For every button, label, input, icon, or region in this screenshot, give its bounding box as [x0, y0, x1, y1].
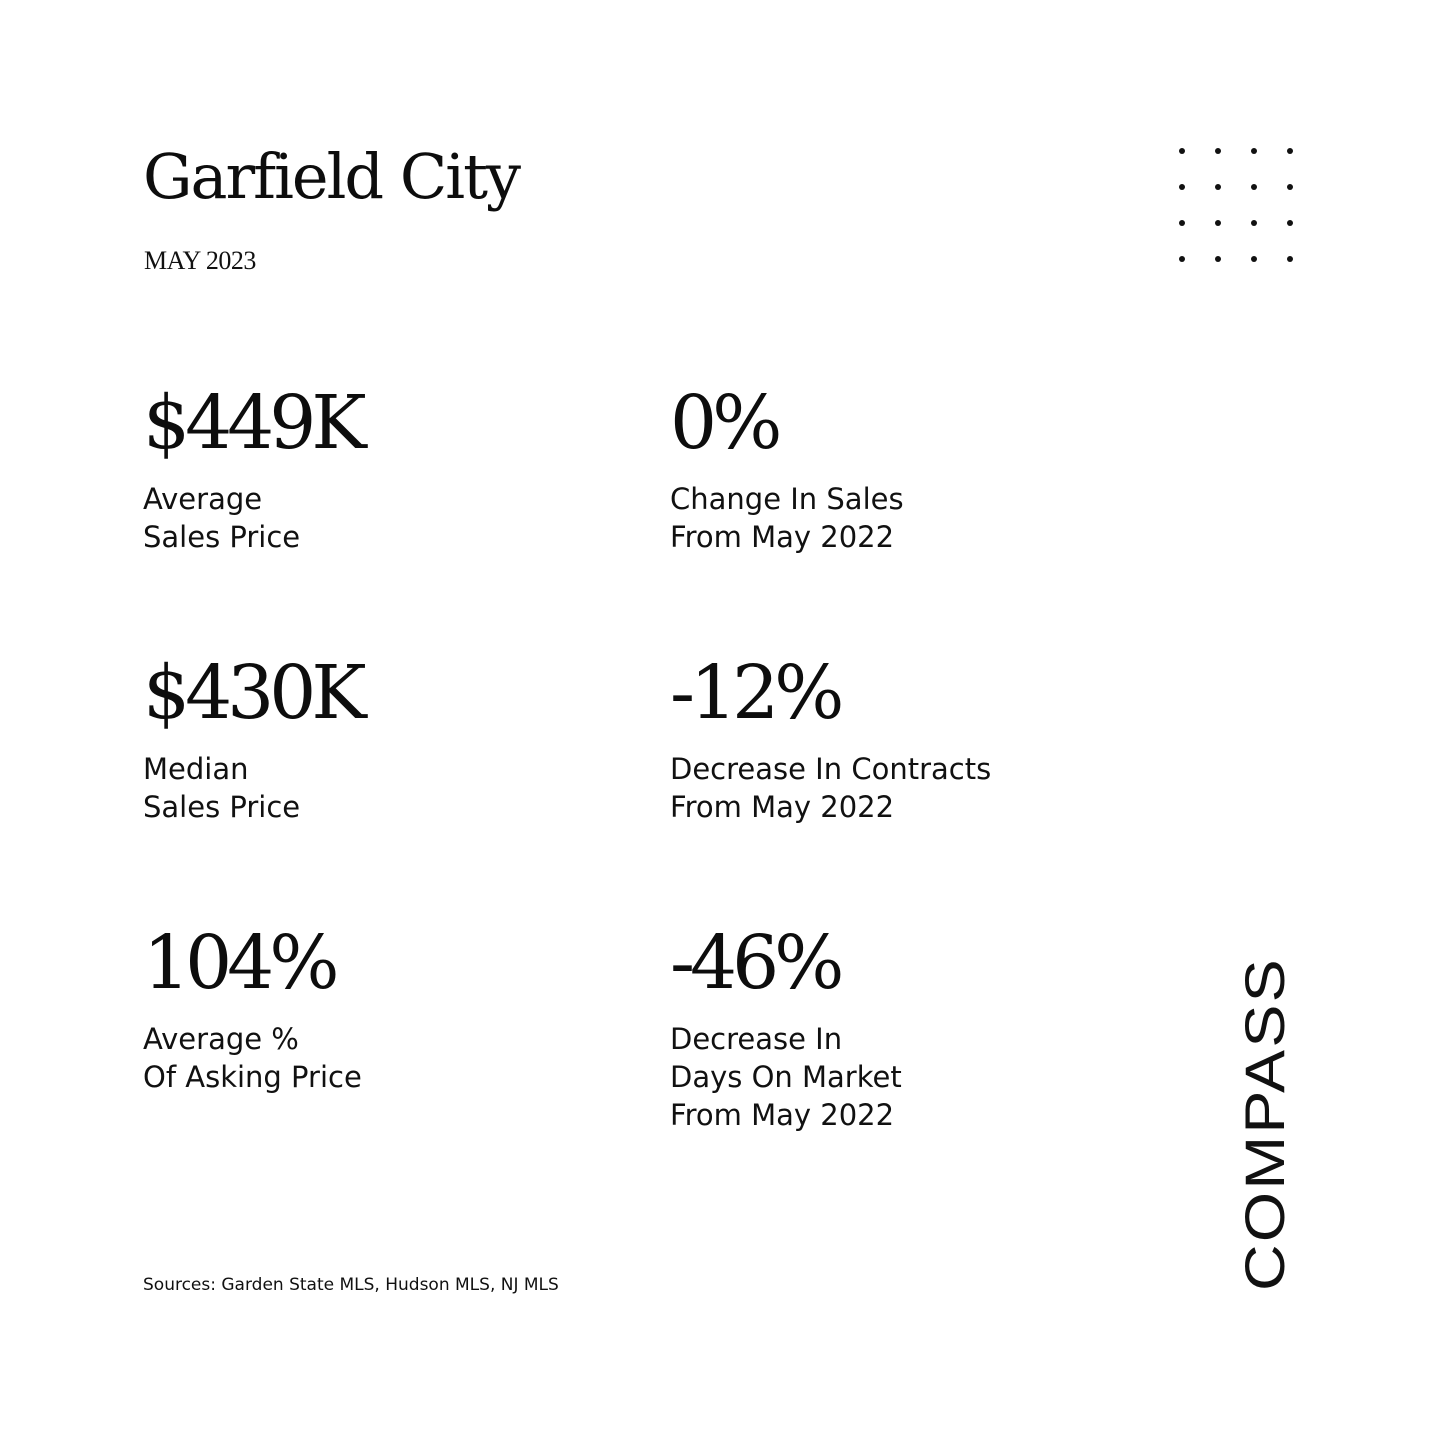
- stat-value: -46%: [670, 920, 840, 1006]
- stat-change-in-sales: [670, 380, 1110, 556]
- dot-grid-icon: [1176, 145, 1298, 267]
- stat-median-sales-price: [143, 650, 583, 826]
- stat-label: Change In Sales From May 2022: [670, 482, 904, 554]
- stat-value: $430K: [143, 650, 362, 736]
- stat-decrease-in-contracts: [670, 650, 1110, 826]
- compass-logo-text: COMPASS: [1233, 1001, 1296, 1291]
- stat-label: Median Sales Price: [143, 752, 301, 824]
- sources-note: Sources: Garden State MLS, Hudson MLS, NJ MLS: [143, 1275, 559, 1295]
- stat-value: -12%: [670, 650, 840, 736]
- stat-value: $449K: [143, 380, 362, 466]
- stat-label: Decrease In Days On Market From May 2022: [670, 1022, 902, 1132]
- stat-label: Average % Of Asking Price: [143, 1022, 362, 1094]
- compass-logo: [1233, 955, 1296, 1295]
- stat-decrease-in-days-on-market: [670, 920, 1110, 1134]
- stat-average-percent-of-asking: [143, 920, 583, 1096]
- page-title: Garfield City: [143, 140, 520, 213]
- stat-average-sales-price: [143, 380, 583, 556]
- stat-value: 0%: [670, 380, 778, 466]
- stat-value: 104%: [143, 920, 335, 1006]
- report-date: MAY 2023: [144, 246, 256, 275]
- stat-label: Average Sales Price: [143, 482, 301, 554]
- stat-label: Decrease In Contracts From May 2022: [670, 752, 992, 824]
